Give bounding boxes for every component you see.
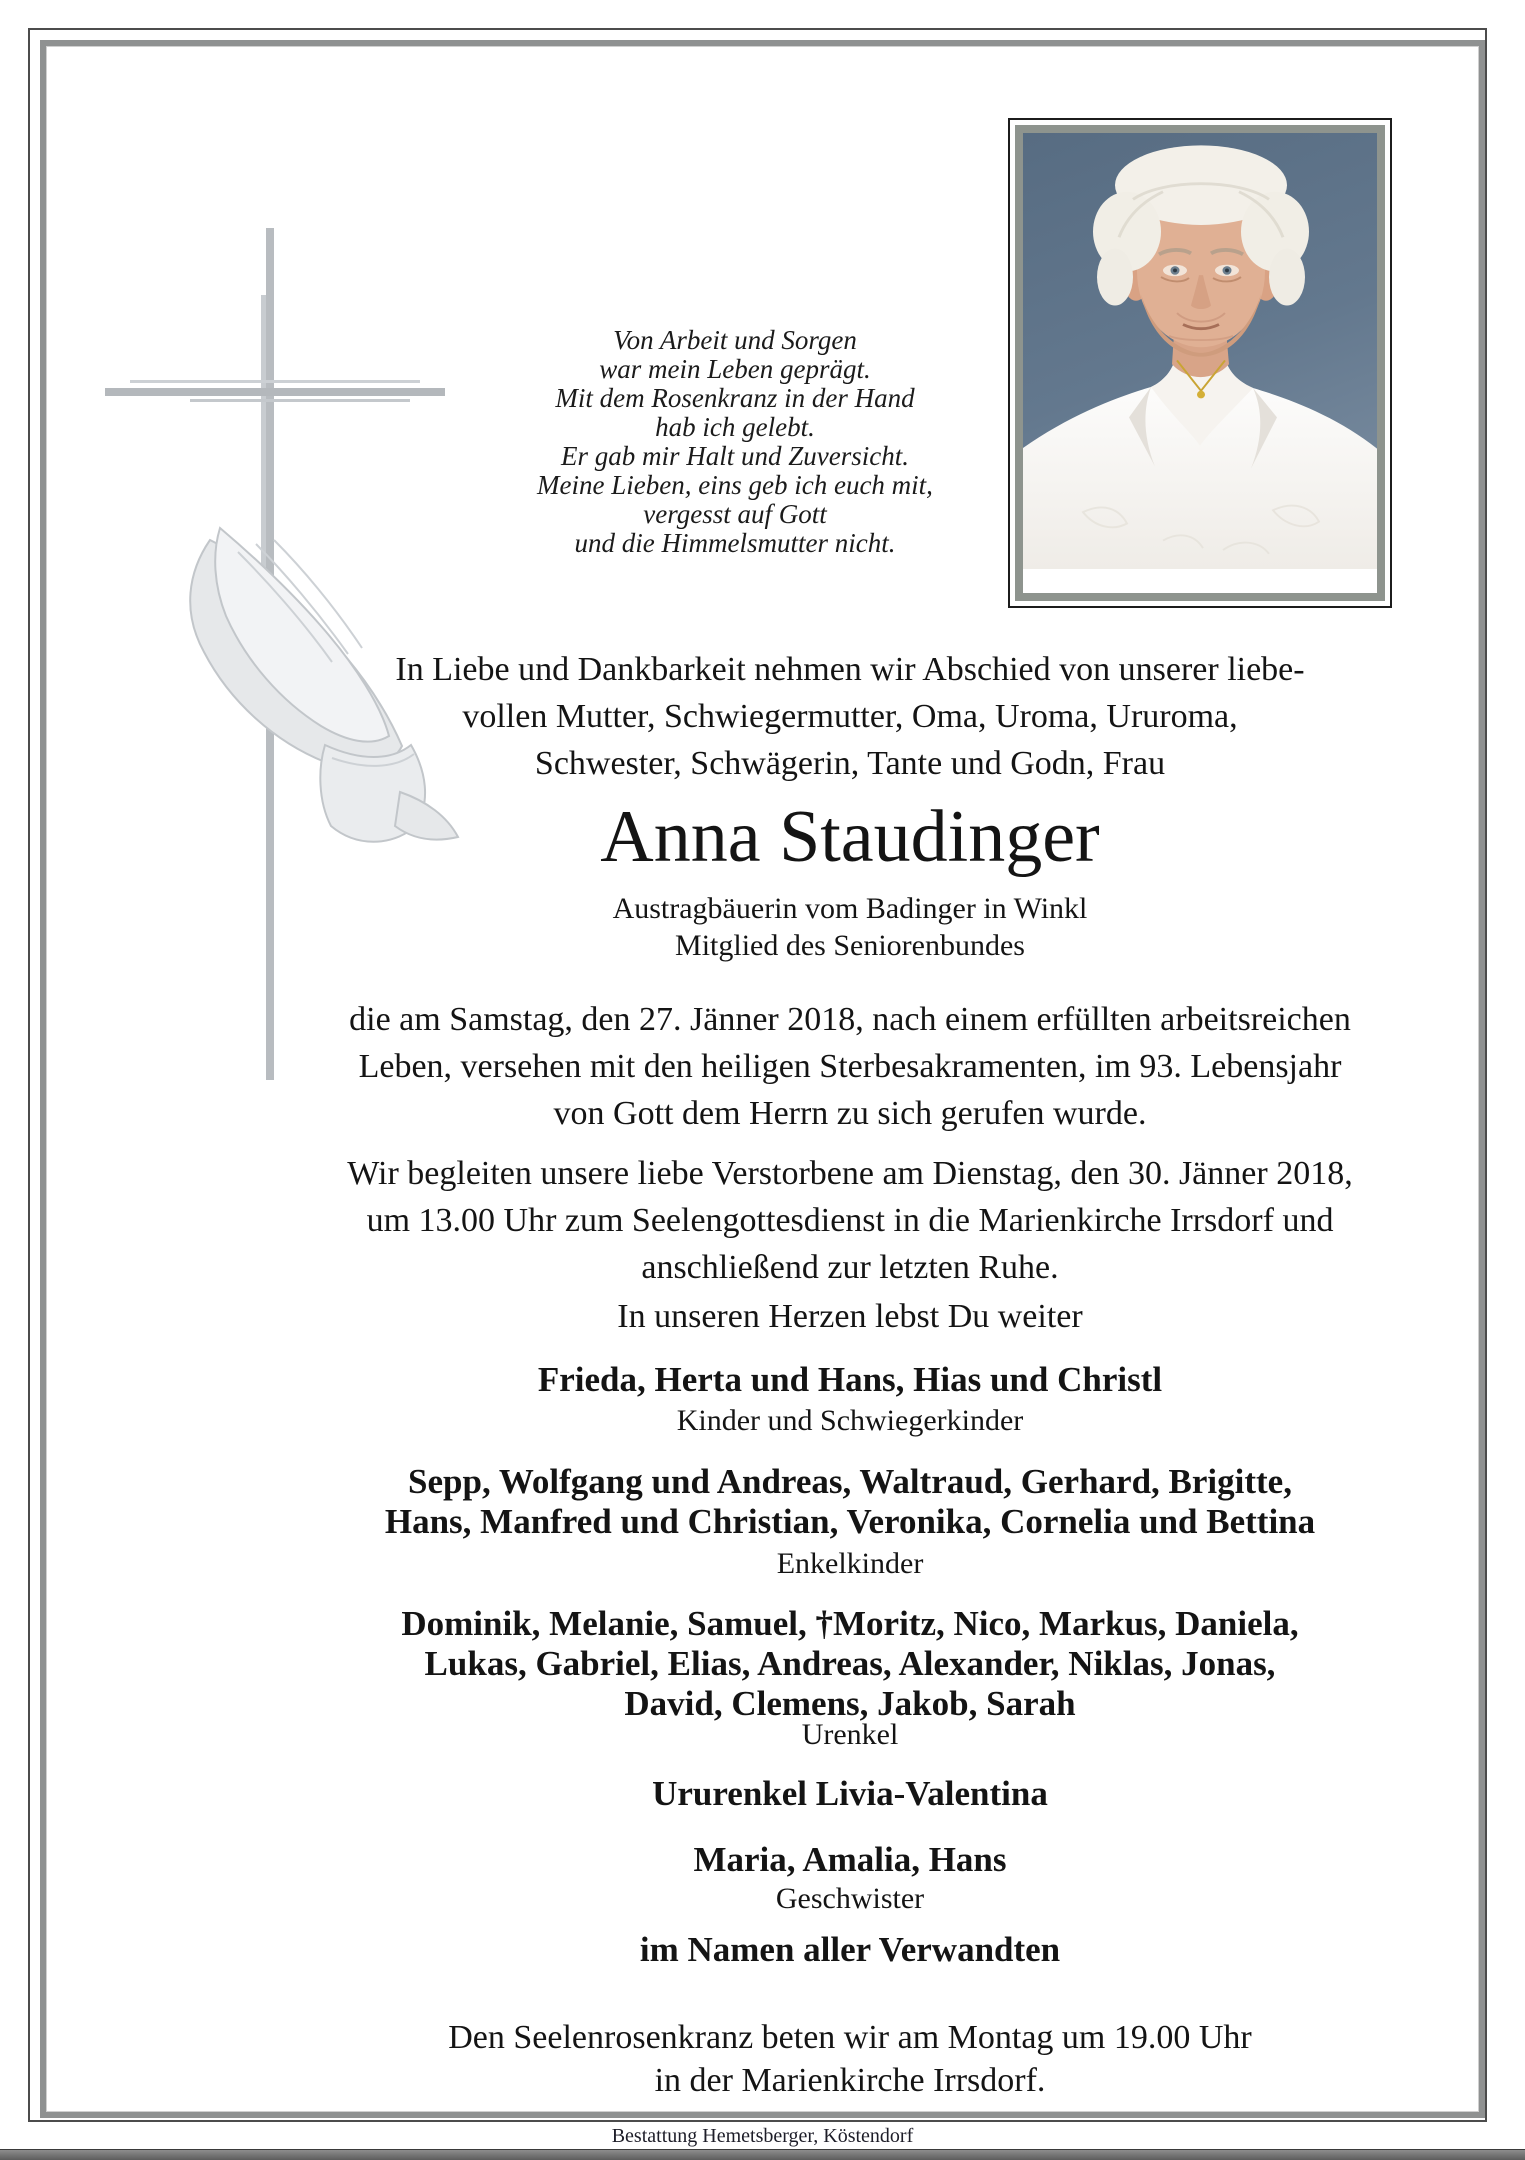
poem — [335, 326, 1135, 558]
siblings-names: Maria, Amalia, Hans — [693, 1840, 1007, 1879]
grandchildren-names — [230, 1462, 1470, 1542]
closing-line: im Namen aller Verwandten — [639, 1930, 1061, 1969]
poem-line: Von Arbeit und Sorgen — [613, 325, 857, 355]
death-notice-line: von Gott dem Herrn zu sich gerufen wurde. — [553, 1095, 1147, 1132]
funeral-home-footer: Bestattung Hemetsberger, Köstendorf — [611, 2125, 914, 2147]
funeral-notice — [230, 1150, 1470, 1291]
death-notice-line: die am Samstag, den 27. Jänner 2018, nach einem erfüllten arbeitsreichen — [349, 1001, 1351, 1038]
intro-line: Schwester, Schwägerin, Tante und Godn, Frau — [534, 745, 1166, 782]
grandchildren-names-line: Hans, Manfred und Christian, Veronika, Cornelia und Bettina — [384, 1502, 1316, 1541]
remembrance-line: In unseren Herzen lebst Du weiter — [617, 1298, 1083, 1335]
poem-line: Er gab mir Halt und Zuversicht. — [561, 441, 909, 471]
great-grandchildren-relation: Urenkel — [801, 1718, 899, 1751]
rosary-notice — [230, 2016, 1470, 2102]
poem-line: war mein Leben geprägt. — [599, 354, 871, 384]
great-grandchildren-names-line: Lukas, Gabriel, Elias, Andreas, Alexander, Niklas, Jonas, — [424, 1644, 1276, 1683]
siblings-relation: Geschwister — [775, 1882, 925, 1915]
poem-line: und die Himmelsmutter nicht. — [574, 528, 896, 558]
grandchildren-relation: Enkelkinder — [776, 1547, 924, 1580]
funeral-notice-line: anschließend zur letzten Ruhe. — [641, 1249, 1059, 1286]
intro-paragraph — [230, 646, 1470, 787]
rosary-notice-line: in der Marienkirche Irrsdorf. — [654, 2062, 1046, 2099]
bottom-edge-bar — [0, 2149, 1525, 2160]
subtitle-line: Mitglied des Seniorenbundes — [675, 929, 1025, 962]
deceased-subtitle — [230, 890, 1470, 964]
intro-line: vollen Mutter, Schwiegermutter, Oma, Uroma, Ururoma, — [462, 698, 1238, 735]
children-names: Frieda, Herta und Hans, Hias und Christl — [537, 1360, 1163, 1399]
great-grandchildren-names-line: David, Clemens, Jakob, Sarah — [624, 1684, 1076, 1723]
great-grandchildren-names — [230, 1604, 1470, 1724]
poem-line: vergesst auf Gott — [643, 499, 827, 529]
death-notice — [230, 996, 1470, 1137]
death-notice-line: Leben, versehen mit den heiligen Sterbesakramenten, im 93. Lebensjahr — [358, 1048, 1342, 1085]
children-relation: Kinder und Schwiegerkinder — [676, 1404, 1024, 1437]
funeral-notice-line: Wir begleiten unsere liebe Verstorbene am Dienstag, den 30. Jänner 2018, — [347, 1155, 1353, 1192]
deceased-name: Anna Staudinger — [600, 796, 1100, 878]
funeral-notice-line: um 13.00 Uhr zum Seelengottesdienst in die Marienkirche Irrsdorf und — [366, 1202, 1334, 1239]
poem-line: hab ich gelebt. — [655, 412, 815, 442]
great-great-grandchild-line: Ururenkel Livia-Valentina — [652, 1774, 1048, 1813]
grandchildren-names-line: Sepp, Wolfgang und Andreas, Waltraud, Gerhard, Brigitte, — [408, 1462, 1292, 1501]
poem-line: Meine Lieben, eins geb ich euch mit, — [537, 470, 933, 500]
intro-line: In Liebe und Dankbarkeit nehmen wir Abschied von unserer liebe- — [395, 651, 1305, 688]
poem-line: Mit dem Rosenkranz in der Hand — [555, 383, 915, 413]
subtitle-line: Austragbäuerin vom Badinger in Winkl — [612, 892, 1088, 925]
great-grandchildren-names-line: Dominik, Melanie, Samuel, †Moritz, Nico, Markus, Daniela, — [401, 1604, 1299, 1643]
rosary-notice-line: Den Seelenrosenkranz beten wir am Montag um 19.00 Uhr — [448, 2019, 1252, 2056]
